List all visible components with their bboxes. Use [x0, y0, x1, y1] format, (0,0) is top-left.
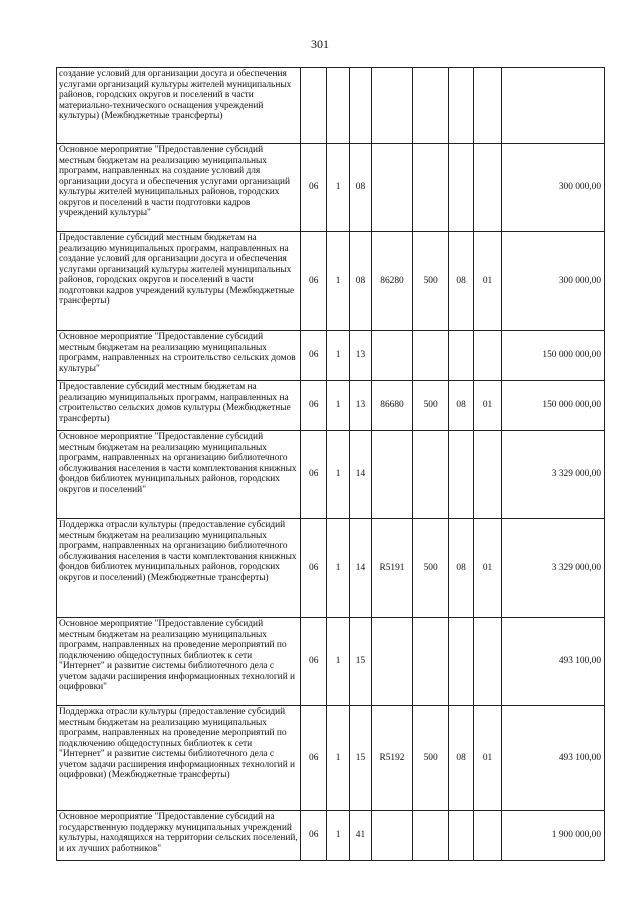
table-row — [57, 811, 605, 861]
amount: 1 900 000,00 — [502, 811, 605, 861]
expense-type-code — [412, 618, 449, 706]
subsection-code — [473, 431, 501, 519]
subprogram-code: 1 — [327, 331, 349, 381]
activity-code: 15 — [349, 618, 371, 706]
section-code: 08 — [449, 519, 473, 618]
expense-type-code — [412, 331, 449, 381]
table-row — [57, 331, 605, 381]
amount — [502, 68, 605, 144]
subprogram-code: 1 — [327, 381, 349, 431]
row-description: Основное мероприятие "Предоставление субсидий на государственную поддержку муниципальных учреждений культуры, находящихся на территории сельских поселений, и их лучших работников" — [57, 811, 301, 861]
section-code — [449, 618, 473, 706]
section-code: 08 — [449, 381, 473, 431]
program-code: 06 — [301, 144, 327, 232]
amount: 3 329 000,00 — [502, 431, 605, 519]
row-description: Поддержка отрасли культуры (предоставление субсидий местным бюджетам на реализацию муниципальных программ, направленных на организацию библиотечного обслуживания населения в части комплектования книжных фондов библиотек муниципальных районов, городских округов и поселений) (Межбюджетные трансферты) — [57, 519, 301, 618]
activity-code: 08 — [349, 232, 371, 331]
amount: 300 000,00 — [502, 232, 605, 331]
program-code — [301, 68, 327, 144]
subsection-code — [473, 144, 501, 232]
page-number: 301 — [311, 37, 329, 51]
expense-type-code: 500 — [412, 706, 449, 811]
direction-code: R5191 — [372, 519, 413, 618]
direction-code: 86280 — [372, 232, 413, 331]
program-code: 06 — [301, 431, 327, 519]
amount: 493 100,00 — [502, 618, 605, 706]
activity-code: 08 — [349, 144, 371, 232]
expense-type-code — [412, 68, 449, 144]
section-code — [449, 331, 473, 381]
section-code — [449, 68, 473, 144]
activity-code: 14 — [349, 431, 371, 519]
subsection-code — [473, 811, 501, 861]
direction-code: 86680 — [372, 381, 413, 431]
subprogram-code: 1 — [327, 811, 349, 861]
row-description: Основное мероприятие "Предоставление субсидий местным бюджетам на реализацию муниципальных программ, направленных на организацию библиотечного обслуживания населения в части комплектования книжных фондов библиотек муниципальных районов, городских округов и поселений" — [57, 431, 301, 519]
subprogram-code: 1 — [327, 232, 349, 331]
subprogram-code: 1 — [327, 431, 349, 519]
section-code — [449, 811, 473, 861]
table-row — [57, 68, 605, 144]
section-code: 08 — [449, 706, 473, 811]
expense-type-code: 500 — [412, 232, 449, 331]
expense-type-code — [412, 144, 449, 232]
amount: 300 000,00 — [502, 144, 605, 232]
program-code: 06 — [301, 232, 327, 331]
section-code: 08 — [449, 232, 473, 331]
table-row — [57, 232, 605, 331]
row-description: Поддержка отрасли культуры (предоставление субсидий местным бюджетам на реализацию муниципальных программ, направленных на проведение мероприятий по подключению общедоступных библиотек к сети "Интернет" и развитие системы библиотечного дела с учетом задачи расширения информационных технологий и оцифровки) (Межбюджетные трансферты) — [57, 706, 301, 811]
subsection-code: 01 — [473, 706, 501, 811]
subprogram-code — [327, 68, 349, 144]
amount: 150 000 000,00 — [502, 331, 605, 381]
subsection-code — [473, 331, 501, 381]
direction-code — [372, 144, 413, 232]
row-description: Основное мероприятие "Предоставление субсидий местным бюджетам на реализацию муниципальных программ, направленных на создание условий для организации досуга и обеспечения услугами организаций культуры жителей муниципальных районов, городских округов и поселений в части подготовки кадров учреждений культуры" — [57, 144, 301, 232]
direction-code — [372, 68, 413, 144]
direction-code — [372, 811, 413, 861]
expense-type-code — [412, 431, 449, 519]
expense-type-code: 500 — [412, 519, 449, 618]
program-code: 06 — [301, 331, 327, 381]
amount: 3 329 000,00 — [502, 519, 605, 618]
activity-code: 41 — [349, 811, 371, 861]
program-code: 06 — [301, 381, 327, 431]
direction-code — [372, 331, 413, 381]
table-row — [57, 706, 605, 811]
direction-code: R5192 — [372, 706, 413, 811]
program-code: 06 — [301, 706, 327, 811]
table-row — [57, 144, 605, 232]
subprogram-code: 1 — [327, 706, 349, 811]
subsection-code — [473, 618, 501, 706]
program-code: 06 — [301, 811, 327, 861]
subsection-code: 01 — [473, 381, 501, 431]
amount: 493 100,00 — [502, 706, 605, 811]
table-row — [57, 519, 605, 618]
expense-type-code: 500 — [412, 381, 449, 431]
subsection-code: 01 — [473, 519, 501, 618]
row-description: создание условий для организации досуга и обеспечения услугами организаций культуры жителей муниципальных районов, городских округов и поселений в части материально-технического оснащения учреждений культуры) (Межбюджетные трансферты) — [57, 68, 301, 144]
section-code — [449, 144, 473, 232]
row-description: Предоставление субсидий местным бюджетам на реализацию муниципальных программ, направленных на строительство сельских домов культуры (Межбюджетные трансферты) — [57, 381, 301, 431]
table-row — [57, 381, 605, 431]
program-code: 06 — [301, 519, 327, 618]
section-code — [449, 431, 473, 519]
amount: 150 000 000,00 — [502, 381, 605, 431]
direction-code — [372, 431, 413, 519]
subsection-code: 01 — [473, 232, 501, 331]
activity-code: 13 — [349, 331, 371, 381]
budget-table — [56, 67, 605, 861]
activity-code — [349, 68, 371, 144]
program-code: 06 — [301, 618, 327, 706]
row-description: Основное мероприятие "Предоставление субсидий местным бюджетам на реализацию муниципальных программ, направленных на проведение мероприятий по подключению общедоступных библиотек к сети "Интернет" и развитие системы библиотечного дела с учетом задачи расширения информационных технологий и оцифровки" — [57, 618, 301, 706]
activity-code: 13 — [349, 381, 371, 431]
direction-code — [372, 618, 413, 706]
activity-code: 15 — [349, 706, 371, 811]
row-description: Основное мероприятие "Предоставление субсидий местным бюджетам на реализацию муниципальных программ, направленных на строительство сельских домов культуры" — [57, 331, 301, 381]
row-description: Предоставление субсидий местным бюджетам на реализацию муниципальных программ, направленных на создание условий для организации досуга и обеспечения услугами организаций культуры жителей муниципальных районов, городских округов и поселений в части подготовки кадров учреждений культуры (Межбюджетные трансферты) — [57, 232, 301, 331]
table-row — [57, 618, 605, 706]
subprogram-code: 1 — [327, 519, 349, 618]
activity-code: 14 — [349, 519, 371, 618]
subsection-code — [473, 68, 501, 144]
expense-type-code — [412, 811, 449, 861]
table-row — [57, 431, 605, 519]
subprogram-code: 1 — [327, 144, 349, 232]
subprogram-code: 1 — [327, 618, 349, 706]
